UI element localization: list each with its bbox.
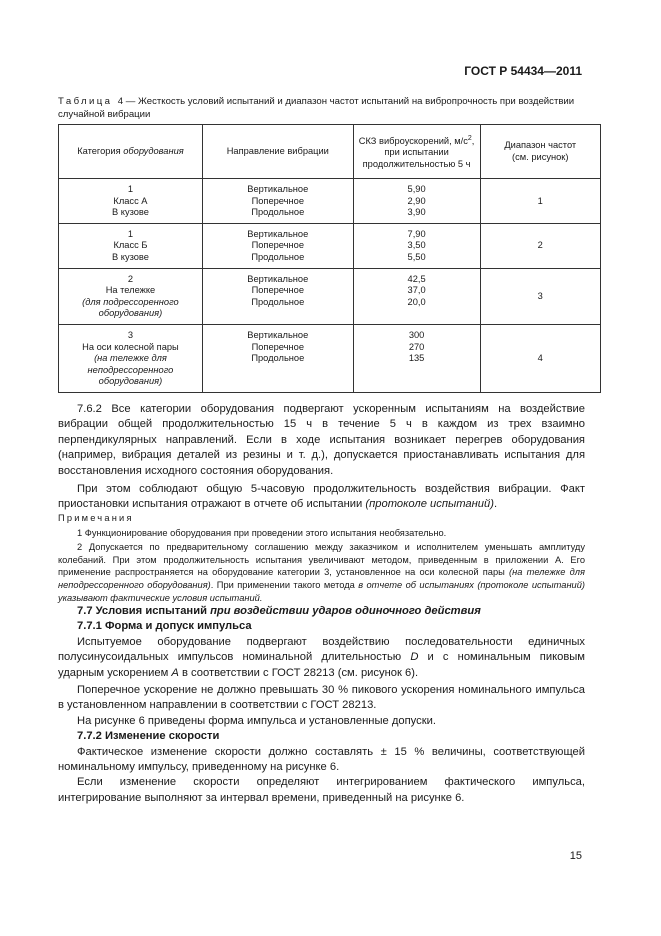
- dir-line: Вертикальное: [247, 228, 309, 239]
- table-caption-label: Таблица: [58, 96, 113, 107]
- val-line: 135: [408, 353, 425, 364]
- header-freq-line1: Диапазон частот: [504, 139, 577, 150]
- symbol-a: A: [171, 666, 179, 679]
- paragraph: [58, 635, 585, 681]
- paragraph-text: При этом соблюдают общую 5-часовую продолжительность воздействия вибрации. Факт приостановки испытания отражают в отчете об испытании: [58, 483, 585, 511]
- cell-values: [353, 268, 480, 324]
- val-line: 37,0: [407, 285, 426, 296]
- cell-range: 1: [480, 179, 600, 224]
- table-row: [59, 268, 601, 324]
- cat-italic-line: (на тележке для: [94, 353, 167, 364]
- subsection-title: 7.7.1 Форма и допуск импульса: [77, 620, 252, 633]
- cell-direction: [202, 179, 353, 224]
- section-7-6-2: [58, 402, 585, 513]
- table-header-row: [59, 125, 601, 179]
- dir-line: Вертикальное: [247, 329, 309, 340]
- paragraph-text: Испытуемое оборудование подвергают воздействию последовательности единичных полусинусоидальных импульсов номинальной длительностью: [58, 635, 585, 664]
- paragraph: На рисунке 6 приведены форма импульса и установленные допуски.: [77, 714, 436, 727]
- cell-direction: [202, 223, 353, 268]
- val-line: 5,50: [407, 251, 426, 262]
- document-header: ГОСТ Р 54434—2011: [464, 64, 582, 78]
- note-italic: в отчете об испытаниях (протоколе испытаний) указывают фактические условия испытаний.: [58, 579, 585, 603]
- cell-category: [59, 223, 203, 268]
- val-line: 5,90: [407, 184, 426, 194]
- val-line: 3,50: [407, 240, 426, 251]
- val-line: 300: [408, 329, 425, 340]
- page-number: 15: [569, 850, 582, 862]
- paragraph: Если изменение скорости определяют интегрированием фактического импульса, интегрирование выполняют за интервал времени, приведенный на рисунке 6.: [58, 776, 585, 804]
- subsection-title: 7.7.2 Изменение скорости: [77, 730, 220, 743]
- section-title-italic: при воздействии ударов одиночного действия: [210, 605, 481, 617]
- header-category-text: Категория: [77, 145, 124, 156]
- header-rms-sup: 2: [467, 134, 472, 142]
- dir-line: Продольное: [251, 207, 305, 218]
- header-rms-line2: при испытании: [384, 147, 449, 158]
- test-conditions-table: [58, 124, 601, 393]
- note-1: 1 Функционирование оборудования при проведении этого испытания необязательно.: [77, 527, 447, 538]
- cell-category: [59, 179, 203, 224]
- cat-line: Класс А: [113, 195, 148, 206]
- cell-category: [59, 268, 203, 324]
- dir-line: Продольное: [251, 296, 305, 307]
- cat-line: На тележке: [105, 285, 156, 296]
- header-rms-line3: продолжительностью 5 ч: [362, 158, 471, 169]
- dir-line: Поперечное: [251, 285, 304, 296]
- table-caption-text: 4 — Жесткость условий испытаний и диапазон частот испытаний на вибропрочность при воздействии случайной вибрации: [58, 96, 575, 120]
- cat-line: 3: [127, 329, 134, 340]
- val-line: 42,5: [407, 273, 426, 284]
- paragraph: Фактическое изменение скорости должно составлять ± 15 % величины, соответствующей номинальному импульсу, приведенному на рисунке 6.: [58, 745, 585, 774]
- cat-line: 1: [127, 184, 134, 194]
- cat-italic-line: оборудования): [98, 308, 163, 319]
- section-title: [58, 604, 585, 619]
- symbol-d: D: [410, 651, 419, 664]
- paragraph: [58, 482, 585, 513]
- header-category-italic: оборудования: [123, 145, 184, 156]
- paragraph: Поперечное ускорение не должно превышать 30 % пикового ускорения номинального импульса в установленном направлении в соответствии с ГОСТ 28213.: [58, 684, 585, 712]
- cell-direction: [202, 324, 353, 392]
- cat-line: В кузове: [111, 251, 149, 262]
- cat-line: На оси колесной пары: [82, 341, 179, 352]
- header-freq-line2: (см. рисунок): [512, 151, 569, 162]
- note-italic: (на тележке для неподрессоренного оборудования): [58, 567, 585, 590]
- table-row: [59, 223, 601, 268]
- note-2: [58, 541, 585, 604]
- dir-line: Поперечное: [251, 240, 304, 251]
- cat-line: Класс Б: [113, 240, 148, 251]
- note-text: . При применении такого метода: [210, 579, 359, 590]
- header-rms-line1: СКЗ виброускорений, м/с: [358, 135, 468, 146]
- paragraph: 7.6.2 Все категории оборудования подвергают ускоренным испытаниям на воздействие вибрации общей продолжительностью 15 ч в течение 5 ч в каждом из трех взаимно перпендикулярных направлений. Если в ходе испытания возникает перегрев оборудования (например, вибрация деталей из резины и т. д.), допускается приостанавливать испытания для восстановления исходного состояния оборудования.: [58, 403, 585, 477]
- header-rms: [353, 125, 480, 179]
- cell-range: 4: [480, 324, 600, 392]
- cat-line: В кузове: [111, 207, 149, 218]
- cat-line: 1: [127, 228, 134, 239]
- header-rms-comma: ,: [471, 135, 475, 146]
- val-line: 20,0: [407, 296, 426, 307]
- cell-direction: [202, 268, 353, 324]
- dir-line: Продольное: [251, 251, 305, 262]
- cell-values: [353, 324, 480, 392]
- cell-category: [59, 324, 203, 392]
- dir-line: Поперечное: [251, 341, 304, 352]
- notes-title: Примечания: [58, 513, 134, 523]
- cell-range: 3: [480, 268, 600, 324]
- dir-line: Вертикальное: [247, 273, 309, 284]
- cell-values: [353, 179, 480, 224]
- dir-line: Продольное: [251, 353, 305, 364]
- section-7-7: [58, 604, 585, 806]
- table-caption: [58, 96, 598, 121]
- val-line: 270: [408, 341, 425, 352]
- cat-line: 2: [127, 273, 134, 284]
- cat-italic-line: (для подрессоренного: [82, 296, 179, 307]
- cat-italic-line: оборудования): [98, 376, 163, 387]
- val-line: 7,90: [407, 228, 426, 239]
- paragraph-text: в соответствии с ГОСТ 28213 (см. рисунок 6).: [178, 666, 419, 679]
- table-row: [59, 324, 601, 392]
- dir-line: Поперечное: [251, 195, 304, 206]
- notes-block: [58, 512, 585, 604]
- section-title-text: 7.7 Условия испытаний: [77, 605, 211, 617]
- paragraph-italic: (протоколе испытаний): [365, 498, 494, 511]
- val-line: 2,90: [407, 195, 426, 206]
- header-freq-range: [480, 125, 600, 179]
- cell-values: [353, 223, 480, 268]
- paragraph-text: и с номинальным пиковым ударным ускорением: [58, 651, 586, 679]
- paragraph-text: .: [493, 498, 498, 511]
- header-direction: Направление вибрации: [202, 125, 353, 179]
- cell-range: 2: [480, 223, 600, 268]
- note-text: 2 Допускается по предварительному соглашению между заказчиком и исполнителем уменьшать амплитуду колебаний. При этом продолжительность испытания увеличивают методом, приведенным в приложении А. Его применение распространяется на оборудование категории 3, установленное на оси колесной пары: [58, 542, 585, 578]
- cat-italic-line: неподрессоренного: [87, 364, 174, 375]
- dir-line: Вертикальное: [247, 184, 309, 194]
- table-row: [59, 179, 601, 224]
- val-line: 3,90: [407, 207, 426, 218]
- header-category: [59, 125, 203, 179]
